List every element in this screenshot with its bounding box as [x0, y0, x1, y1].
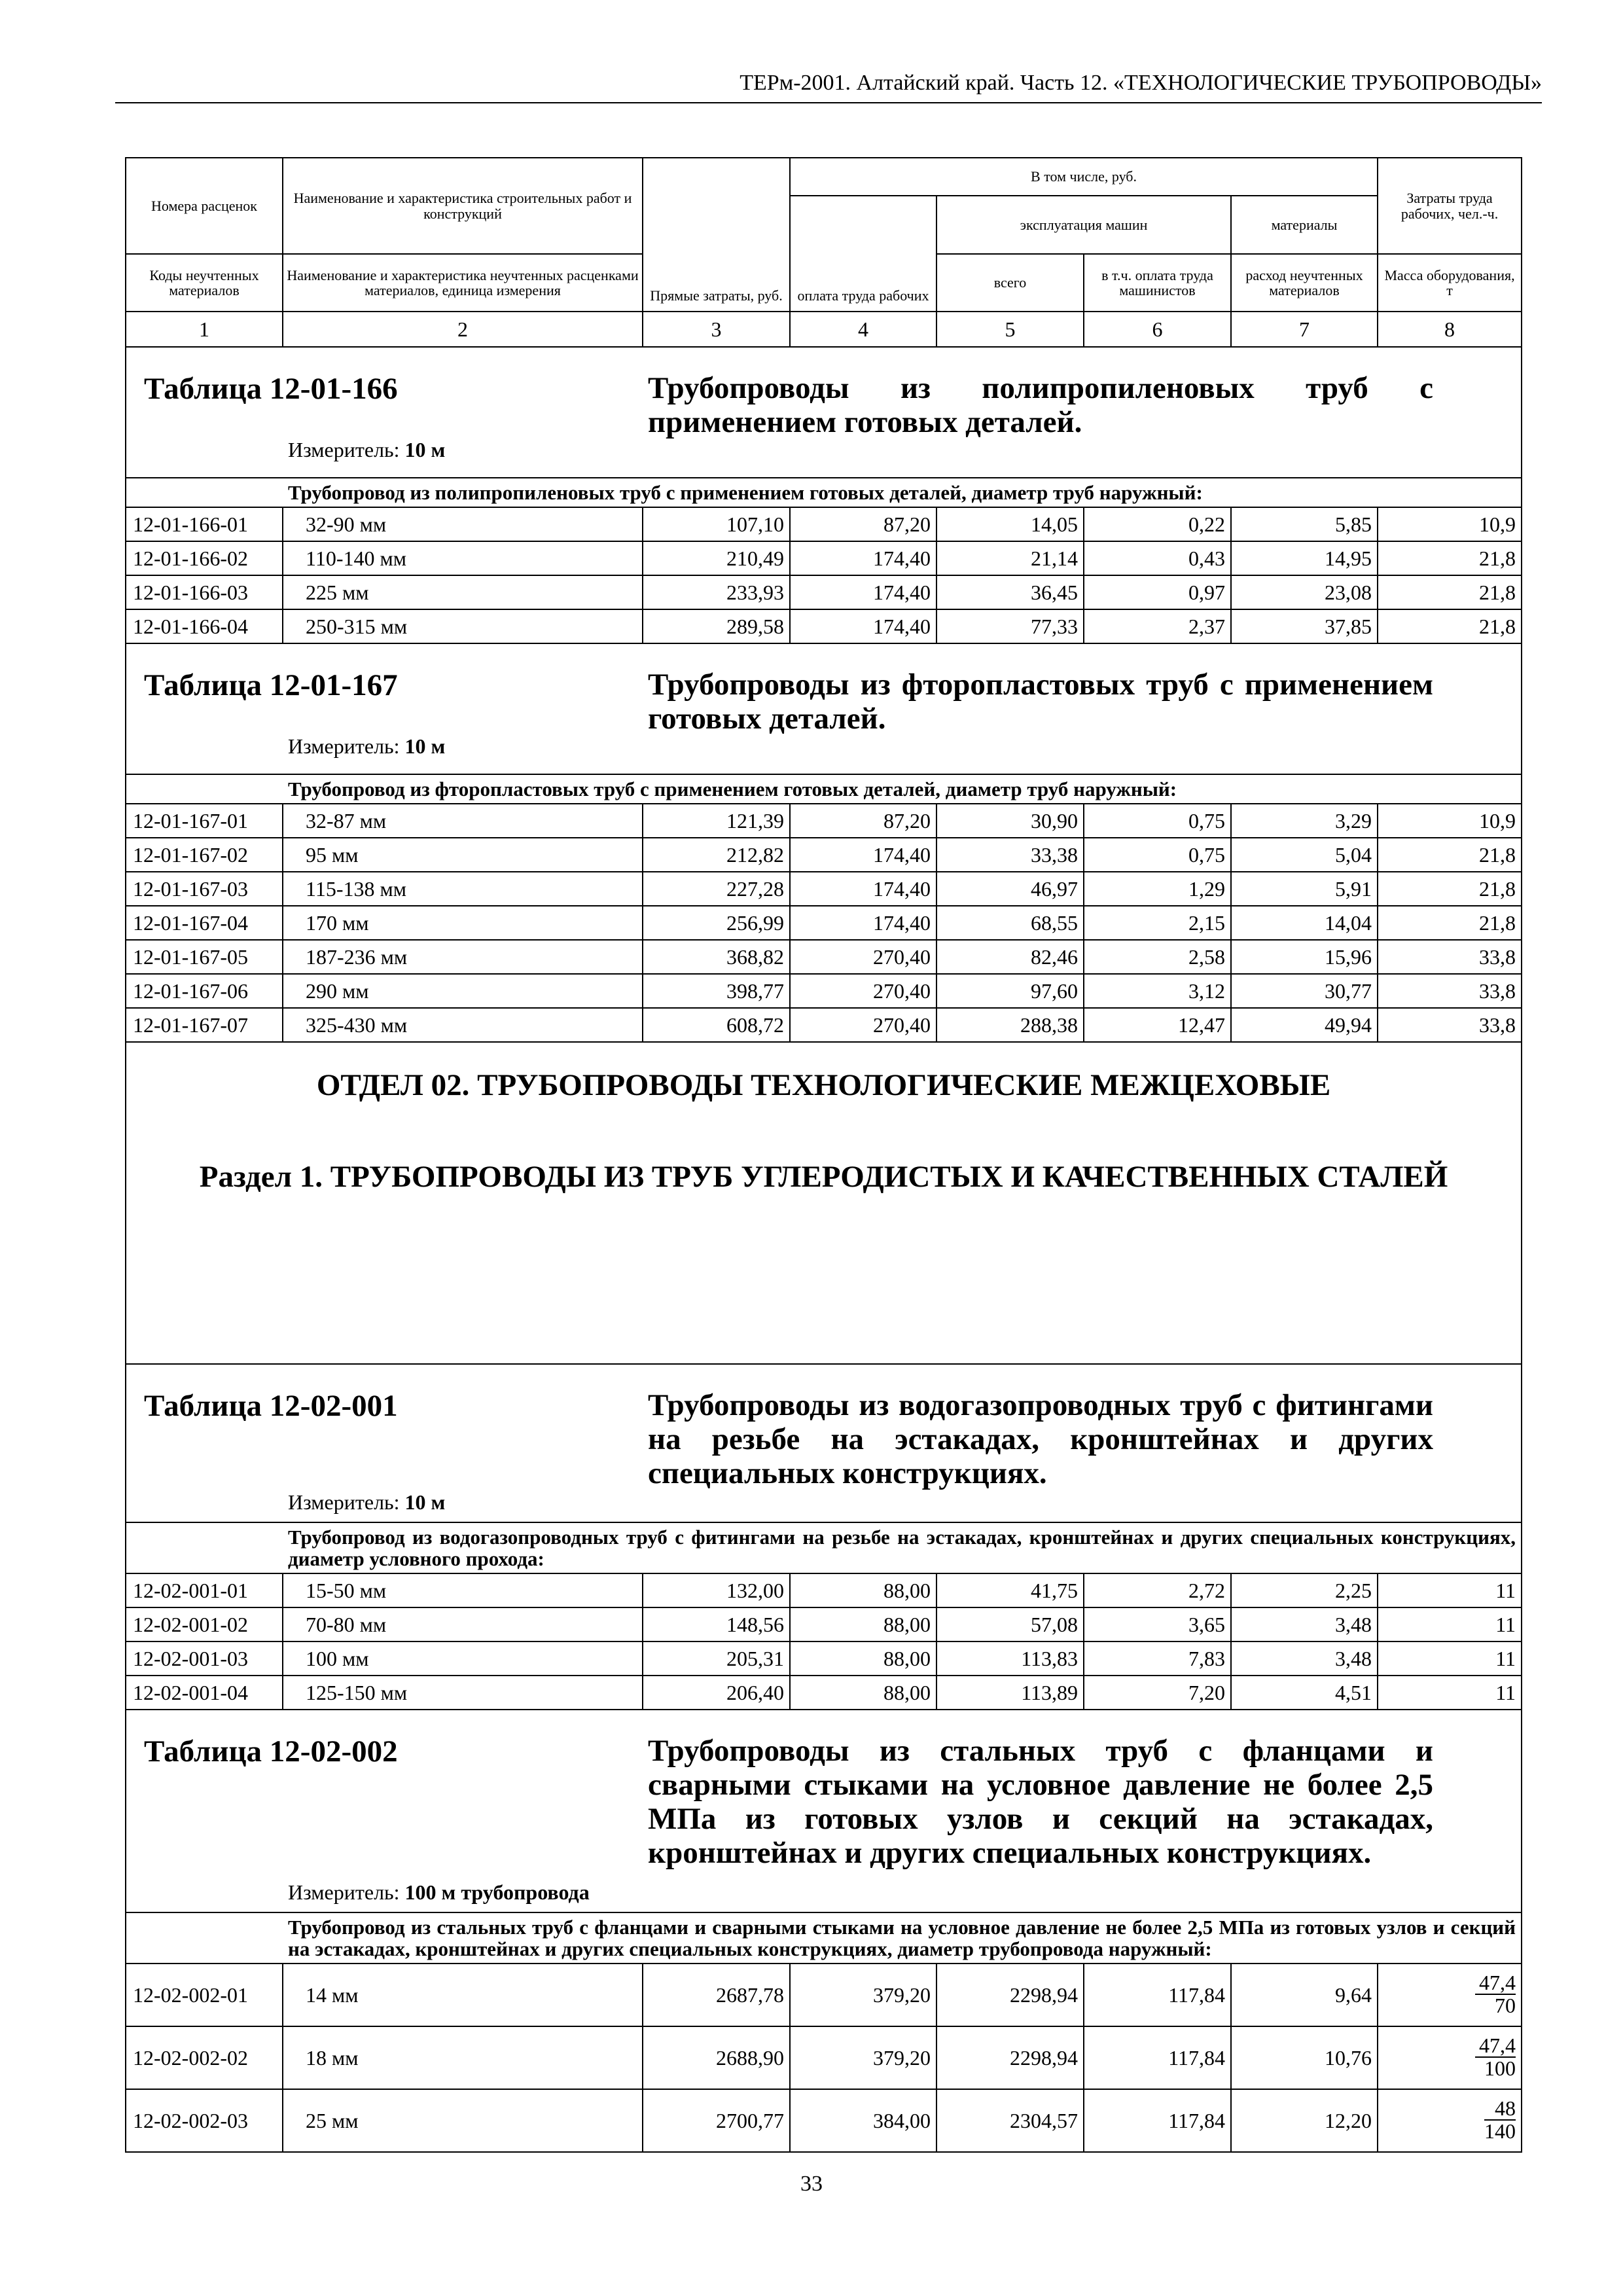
group-caption: Трубопровод из полипропиленовых труб с применением готовых деталей, диаметр труб наружный: — [126, 478, 1522, 507]
rate-code: 12-02-001-04 — [126, 1676, 283, 1710]
direct-cost: 206,40 — [643, 1676, 790, 1710]
measure-value: 10 м — [404, 438, 446, 461]
table-title: Трубопроводы из фторопластовых труб с применением готовых деталей. — [648, 668, 1433, 736]
table-row — [126, 804, 1522, 838]
rate-name: 225 мм — [283, 575, 643, 609]
header-num: 3 — [643, 312, 790, 347]
razdel-heading: Раздел 1. ТРУБОПРОВОДЫ ИЗ ТРУБ УГЛЕРОДИСТЫХ И КАЧЕСТВЕННЫХ СТАЛЕЙ — [199, 1160, 1448, 1194]
fraction-bottom: 70 — [1495, 1994, 1516, 2018]
materials: 4,51 — [1231, 1676, 1378, 1710]
machinists-pay: 3,12 — [1084, 974, 1231, 1008]
table-row — [126, 2089, 1522, 2152]
machinists-pay: 3,65 — [1084, 1607, 1231, 1641]
labor-hours: 11 — [1378, 1607, 1522, 1641]
table-number: Таблица 12-02-002 — [144, 1734, 398, 1768]
rate-name: 290 мм — [283, 974, 643, 1008]
rate-name: 32-90 мм — [283, 507, 643, 541]
fraction — [1475, 2035, 1516, 2080]
materials: 9,64 — [1231, 1964, 1378, 2026]
materials: 3,48 — [1231, 1607, 1378, 1641]
rate-code: 12-01-166-01 — [126, 507, 283, 541]
machinists-pay: 0,75 — [1084, 804, 1231, 838]
direct-cost: 107,10 — [643, 507, 790, 541]
rate-code: 12-02-001-02 — [126, 1607, 283, 1641]
rate-code: 12-01-166-04 — [126, 609, 283, 643]
table-row — [126, 974, 1522, 1008]
rate-code: 12-01-167-03 — [126, 872, 283, 906]
table-number: Таблица 12-01-166 — [144, 372, 398, 406]
machinists-pay: 7,83 — [1084, 1641, 1231, 1676]
header-col6: в т.ч. оплата труда машинистов — [1084, 254, 1231, 312]
machines-total: 288,38 — [936, 1008, 1084, 1042]
table-title: Трубопроводы из водогазопроводных труб с фитингами на резьбе на эстакадах, кронштейнах и других специальных конструкциях. — [648, 1388, 1433, 1490]
header-col7b: расход неучтенных материалов — [1231, 254, 1378, 312]
direct-cost: 132,00 — [643, 1573, 790, 1607]
labor-pay: 174,40 — [790, 872, 936, 906]
rate-code: 12-02-001-01 — [126, 1573, 283, 1607]
labor-pay: 174,40 — [790, 906, 936, 940]
labor-pay: 270,40 — [790, 974, 936, 1008]
header-num: 2 — [283, 312, 643, 347]
machinists-pay: 12,47 — [1084, 1008, 1231, 1042]
table-row — [126, 2026, 1522, 2089]
direct-cost: 212,82 — [643, 838, 790, 872]
labor-hours: 21,8 — [1378, 575, 1522, 609]
machines-total: 82,46 — [936, 940, 1084, 974]
direct-cost: 398,77 — [643, 974, 790, 1008]
labor-pay: 270,40 — [790, 1008, 936, 1042]
machinists-pay: 117,84 — [1084, 1964, 1231, 2026]
labor-hours — [1378, 2026, 1522, 2089]
header-num: 4 — [790, 312, 936, 347]
measure-label: Измеритель: — [288, 1880, 400, 1904]
table-row — [126, 906, 1522, 940]
machinists-pay: 0,22 — [1084, 507, 1231, 541]
machines-total: 97,60 — [936, 974, 1084, 1008]
machines-total: 41,75 — [936, 1573, 1084, 1607]
header-col8b: Масса оборудования, т — [1378, 254, 1522, 312]
table-heading — [126, 643, 1522, 774]
machinists-pay: 2,37 — [1084, 609, 1231, 643]
machines-total: 2298,94 — [936, 2026, 1084, 2089]
header-col1b: Коды неучтенных материалов — [126, 254, 283, 312]
materials: 30,77 — [1231, 974, 1378, 1008]
labor-hours: 11 — [1378, 1641, 1522, 1676]
labor-pay: 87,20 — [790, 507, 936, 541]
header-col7a: материалы — [1231, 196, 1378, 254]
labor-pay: 87,20 — [790, 804, 936, 838]
table-row — [126, 541, 1522, 575]
direct-cost: 210,49 — [643, 541, 790, 575]
labor-hours: 33,8 — [1378, 974, 1522, 1008]
header-num: 6 — [1084, 312, 1231, 347]
machinists-pay: 117,84 — [1084, 2089, 1231, 2152]
rate-name: 170 мм — [283, 906, 643, 940]
table-row — [126, 1008, 1522, 1042]
labor-pay: 270,40 — [790, 940, 936, 974]
machinists-pay: 7,20 — [1084, 1676, 1231, 1710]
labor-pay: 174,40 — [790, 838, 936, 872]
rate-name: 187-236 мм — [283, 940, 643, 974]
materials: 49,94 — [1231, 1008, 1378, 1042]
labor-hours: 33,8 — [1378, 940, 1522, 974]
labor-pay: 384,00 — [790, 2089, 936, 2152]
direct-cost: 2700,77 — [643, 2089, 790, 2152]
materials: 3,48 — [1231, 1641, 1378, 1676]
rate-name: 100 мм — [283, 1641, 643, 1676]
labor-hours: 10,9 — [1378, 507, 1522, 541]
rate-code: 12-01-167-04 — [126, 906, 283, 940]
machinists-pay: 2,72 — [1084, 1573, 1231, 1607]
measure-value: 10 м — [404, 734, 446, 758]
measure-label: Измеритель: — [288, 734, 400, 758]
machines-total: 36,45 — [936, 575, 1084, 609]
fraction-bottom: 100 — [1484, 2056, 1516, 2081]
direct-cost: 227,28 — [643, 872, 790, 906]
materials: 2,25 — [1231, 1573, 1378, 1607]
rate-code: 12-02-002-02 — [126, 2026, 283, 2089]
materials: 5,85 — [1231, 507, 1378, 541]
rate-code: 12-01-166-02 — [126, 541, 283, 575]
materials: 14,04 — [1231, 906, 1378, 940]
page-number: 33 — [800, 2172, 823, 2196]
machines-total: 113,83 — [936, 1641, 1084, 1676]
direct-cost: 289,58 — [643, 609, 790, 643]
materials: 5,91 — [1231, 872, 1378, 906]
rate-code: 12-01-167-06 — [126, 974, 283, 1008]
machinists-pay: 1,29 — [1084, 872, 1231, 906]
direct-cost: 608,72 — [643, 1008, 790, 1042]
rate-name: 125-150 мм — [283, 1676, 643, 1710]
header-num: 1 — [126, 312, 283, 347]
header-col4: оплата труда рабочих — [790, 196, 936, 312]
rate-code: 12-02-002-03 — [126, 2089, 283, 2152]
table-row — [126, 609, 1522, 643]
rate-name: 14 мм — [283, 1964, 643, 2026]
rate-name: 250-315 мм — [283, 609, 643, 643]
machinists-pay: 0,43 — [1084, 541, 1231, 575]
materials: 37,85 — [1231, 609, 1378, 643]
rate-name: 25 мм — [283, 2089, 643, 2152]
rate-name: 110-140 мм — [283, 541, 643, 575]
table-title: Трубопроводы из полипропиленовых труб с применением готовых деталей. — [648, 371, 1433, 439]
labor-hours: 11 — [1378, 1573, 1522, 1607]
measure-unit — [288, 438, 445, 462]
machines-total: 46,97 — [936, 872, 1084, 906]
rate-code: 12-01-167-05 — [126, 940, 283, 974]
fraction — [1484, 2098, 1516, 2143]
measure-unit — [288, 1490, 445, 1515]
machinists-pay: 0,75 — [1084, 838, 1231, 872]
materials: 5,04 — [1231, 838, 1378, 872]
machines-total: 14,05 — [936, 507, 1084, 541]
measure-label: Измеритель: — [288, 438, 400, 461]
materials: 10,76 — [1231, 2026, 1378, 2089]
table-row — [126, 575, 1522, 609]
labor-pay: 174,40 — [790, 609, 936, 643]
machines-total: 77,33 — [936, 609, 1084, 643]
header-col3: Прямые затраты, руб. — [643, 158, 790, 312]
rate-code: 12-01-167-02 — [126, 838, 283, 872]
rate-name: 325-430 мм — [283, 1008, 643, 1042]
machines-total: 68,55 — [936, 906, 1084, 940]
labor-hours: 21,8 — [1378, 906, 1522, 940]
header-col1a: Номера расценок — [126, 158, 283, 254]
labor-hours: 33,8 — [1378, 1008, 1522, 1042]
rate-name: 18 мм — [283, 2026, 643, 2089]
labor-hours — [1378, 1964, 1522, 2026]
labor-pay: 379,20 — [790, 1964, 936, 2026]
direct-cost: 205,31 — [643, 1641, 790, 1676]
table-row — [126, 1676, 1522, 1710]
labor-pay: 88,00 — [790, 1573, 936, 1607]
labor-pay: 174,40 — [790, 541, 936, 575]
direct-cost: 256,99 — [643, 906, 790, 940]
rate-code: 12-01-167-01 — [126, 804, 283, 838]
rate-name: 95 мм — [283, 838, 643, 872]
table-number: Таблица 12-01-167 — [144, 668, 398, 702]
header-col2b: Наименование и характеристика неучтенных расценками материалов, единица измерения — [283, 254, 643, 312]
materials: 14,95 — [1231, 541, 1378, 575]
machines-total: 113,89 — [936, 1676, 1084, 1710]
table-row — [126, 872, 1522, 906]
direct-cost: 148,56 — [643, 1607, 790, 1641]
labor-hours: 21,8 — [1378, 838, 1522, 872]
fraction — [1475, 1972, 1516, 2017]
rate-name: 70-80 мм — [283, 1607, 643, 1641]
materials: 12,20 — [1231, 2089, 1378, 2152]
labor-hours: 11 — [1378, 1676, 1522, 1710]
table-row — [126, 940, 1522, 974]
table-row — [126, 1641, 1522, 1676]
measure-value: 10 м — [404, 1490, 446, 1514]
machinists-pay: 2,58 — [1084, 940, 1231, 974]
materials: 23,08 — [1231, 575, 1378, 609]
direct-cost: 2687,78 — [643, 1964, 790, 2026]
table-heading — [126, 347, 1522, 478]
table-heading — [126, 1710, 1522, 1912]
labor-pay: 88,00 — [790, 1607, 936, 1641]
fraction-top: 48 — [1484, 2098, 1516, 2121]
rate-code: 12-01-166-03 — [126, 575, 283, 609]
table-row — [126, 1964, 1522, 2026]
measure-label: Измеритель: — [288, 1490, 400, 1514]
direct-cost: 233,93 — [643, 575, 790, 609]
header-col8a: Затраты труда рабочих, чел.-ч. — [1378, 158, 1522, 254]
table-row — [126, 838, 1522, 872]
machines-total: 21,14 — [936, 541, 1084, 575]
rate-code: 12-01-167-07 — [126, 1008, 283, 1042]
measure-unit — [288, 734, 445, 759]
labor-pay: 174,40 — [790, 575, 936, 609]
header-num: 8 — [1378, 312, 1522, 347]
group-caption: Трубопровод из стальных труб с фланцами и сварными стыками на условное давление не более 2,5 МПа из готовых узлов и секций на эстакадах, кронштейнах и других специальных конструкциях, диаметр трубопровода наружный: — [126, 1912, 1522, 1964]
fraction-bottom: 140 — [1484, 2119, 1516, 2144]
rate-name: 32-87 мм — [283, 804, 643, 838]
header-machines: эксплуатация машин — [936, 196, 1231, 254]
table-row — [126, 1607, 1522, 1641]
table-row — [126, 507, 1522, 541]
table-title: Трубопроводы из стальных труб с фланцами и сварными стыками на условное давление не более 2,5 МПа из готовых узлов и секций на эстакадах, кронштейнах и других специальных конструкциях. — [648, 1734, 1433, 1870]
labor-pay: 379,20 — [790, 2026, 936, 2089]
machines-total: 33,38 — [936, 838, 1084, 872]
header-incl: В том числе, руб. — [790, 158, 1378, 196]
measure-unit — [288, 1880, 590, 1905]
machinists-pay: 0,97 — [1084, 575, 1231, 609]
direct-cost: 2688,90 — [643, 2026, 790, 2089]
table-number: Таблица 12-02-001 — [144, 1389, 398, 1423]
header-num: 7 — [1231, 312, 1378, 347]
labor-pay: 88,00 — [790, 1676, 936, 1710]
materials: 3,29 — [1231, 804, 1378, 838]
fraction-top: 47,4 — [1475, 1972, 1516, 1996]
labor-hours — [1378, 2089, 1522, 2152]
header-col2a: Наименование и характеристика строительных работ и конструкций — [283, 158, 643, 254]
fraction-top: 47,4 — [1475, 2035, 1516, 2058]
labor-hours: 10,9 — [1378, 804, 1522, 838]
labor-pay: 88,00 — [790, 1641, 936, 1676]
rate-code: 12-02-001-03 — [126, 1641, 283, 1676]
section-block — [126, 1042, 1522, 1364]
rate-code: 12-02-002-01 — [126, 1964, 283, 2026]
machines-total: 2304,57 — [936, 2089, 1084, 2152]
labor-hours: 21,8 — [1378, 872, 1522, 906]
machinists-pay: 2,15 — [1084, 906, 1231, 940]
header-num: 5 — [936, 312, 1084, 347]
machines-total: 57,08 — [936, 1607, 1084, 1641]
otdel-heading: ОТДЕЛ 02. ТРУБОПРОВОДЫ ТЕХНОЛОГИЧЕСКИЕ МЕЖЦЕХОВЫЕ — [316, 1068, 1331, 1102]
group-caption: Трубопровод из фторопластовых труб с применением готовых деталей, диаметр труб наружный: — [126, 774, 1522, 804]
machines-total: 30,90 — [936, 804, 1084, 838]
table-row — [126, 1573, 1522, 1607]
group-caption: Трубопровод из водогазопроводных труб с фитингами на резьбе на эстакадах, кронштейнах и других специальных конструкциях, диаметр условного прохода: — [126, 1522, 1522, 1573]
header-col5: всего — [936, 254, 1084, 312]
labor-hours: 21,8 — [1378, 609, 1522, 643]
running-head: ТЕРм-2001. Алтайский край. Часть 12. «ТЕХНОЛОГИЧЕСКИЕ ТРУБОПРОВОДЫ» — [115, 71, 1542, 103]
labor-hours: 21,8 — [1378, 541, 1522, 575]
rate-name: 15-50 мм — [283, 1573, 643, 1607]
machinists-pay: 117,84 — [1084, 2026, 1231, 2089]
materials: 15,96 — [1231, 940, 1378, 974]
table-heading — [126, 1364, 1522, 1522]
measure-value: 100 м трубопровода — [404, 1880, 590, 1904]
machines-total: 2298,94 — [936, 1964, 1084, 2026]
direct-cost: 121,39 — [643, 804, 790, 838]
rates-table — [125, 157, 1522, 2153]
rate-name: 115-138 мм — [283, 872, 643, 906]
direct-cost: 368,82 — [643, 940, 790, 974]
